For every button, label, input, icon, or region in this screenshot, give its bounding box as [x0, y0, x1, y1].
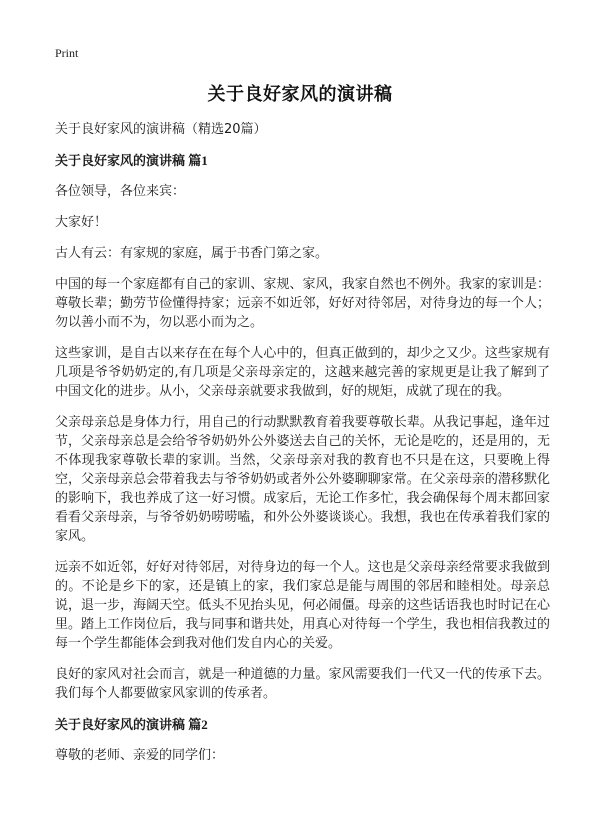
paragraph: 良好的家风对社会而言，就是一种道德的力量。家风需要我们一代又一代的传承下去。我们每个人都要做家风家训的传承者。 [55, 667, 550, 701]
paragraph-greeting: 各位领导，各位来宾： [55, 184, 186, 199]
document-body [55, 120, 550, 777]
paragraph: 中国的每一个家庭都有自己的家训、家规、家风，我家自然也不例外。我家的家训是：尊敬长辈；勤劳节俭懂得持家；远亲不如近邻，好好对待邻居，对待身边的每一个人；勿以善小而不为，勿以恶小而为之。 [55, 277, 550, 330]
paragraph-hello: 大家好！ [55, 215, 108, 230]
section-heading-2: 关于良好家风的演讲稿 篇2 [55, 717, 208, 732]
document-title: 关于良好家风的演讲稿 [207, 84, 393, 105]
section-heading-1: 关于良好家风的演讲稿 篇1 [55, 153, 208, 168]
print-link[interactable]: Print [55, 46, 79, 60]
document-subtitle: 关于良好家风的演讲稿（精选20篇） [55, 122, 267, 137]
paragraph: 父亲母亲总是身体力行，用自己的行动默默教育着我要尊敬长辈。从我记事起，逢年过节，父亲母亲总是会给爷爷奶奶外公外婆送去自己的关怀，无论是吃的，还是用的，无不体现我家尊敬长辈的家训。当然，父亲母亲对我的教育也不只是在这，只要晚上得空，父亲母亲总会带着我去与爷爷奶奶或者外公外婆聊聊家常。在父亲母亲的潜移默化的影响下，我也养成了这一好习惯。成家后，无论工作多忙，我会确保每个周末都回家看看父亲母亲，与爷爷奶奶唠唠嗑，和外公外婆谈谈心。我想，我也在传承着我们家的家风。 [55, 415, 550, 544]
paragraph-greeting: 尊敬的老师、亲爱的同学们： [55, 748, 225, 763]
paragraph: 古人有云：有家规的家庭，属于书香门第之家。 [55, 246, 329, 261]
paragraph: 远亲不如近邻，好好对待邻居，对待身边的每一个人。这也是父亲母亲经常要求我做到的。不论是乡下的家，还是镇上的家，我们家总是能与周围的邻居和睦相处。母亲总说，退一步，海阔天空。低头不见抬头见，何必闹僵。母亲的这些话语我也时时记在心里。踏上工作岗位后，我与同事和谐共处，用真心对待每一个学生，我也相信我教过的每一个学生都能体会到我对他们发自内心的关爱。 [55, 560, 550, 651]
paragraph: 这些家训，是自古以来存在在每个人心中的，但真正做到的，却少之又少。这些家规有几项是爷爷奶奶定的,有几项是父亲母亲定的，这越来越完善的家规更是让我了解到了中国文化的进步。从小，父亲母亲就要求我做到，好的规矩，成就了现在的我。 [55, 346, 550, 399]
